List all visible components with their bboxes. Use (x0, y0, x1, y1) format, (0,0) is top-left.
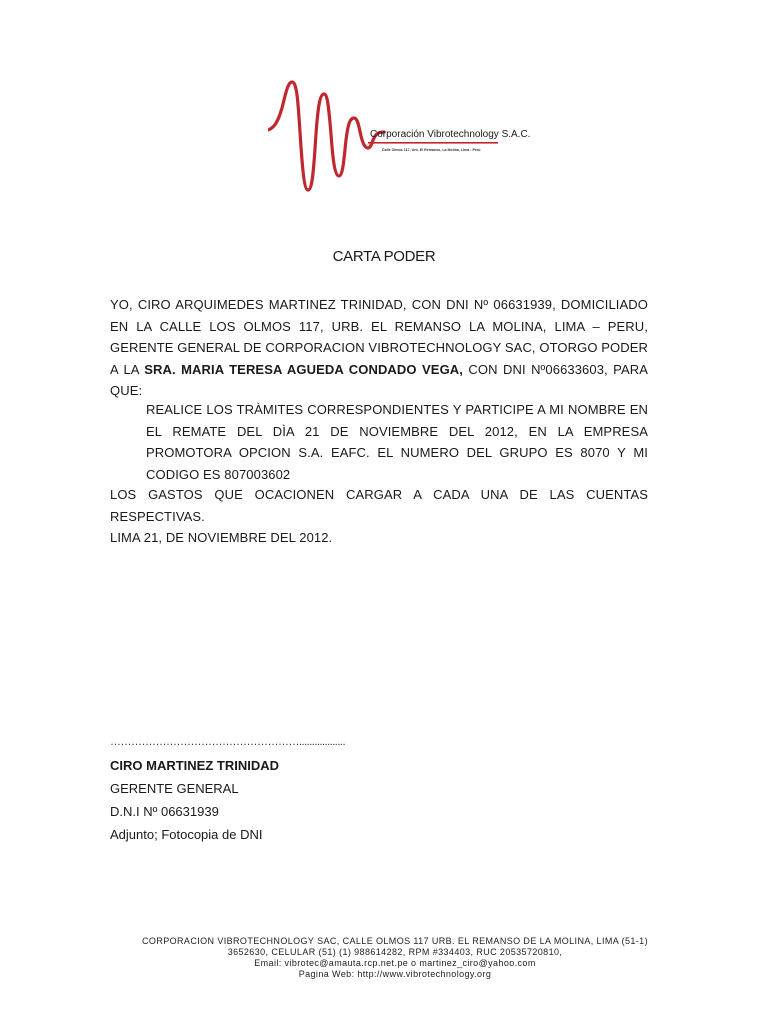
footer-line-phones: 3652630, CELULAR (51) (1) 988614282, RPM #334403, RUC 20535720810, (227, 947, 563, 957)
signer-dni: D.N.I Nº 06631939 (110, 804, 219, 819)
document-title: CARTA PODER (332, 248, 436, 265)
paragraph-grant (110, 294, 648, 402)
paragraph-date: LIMA 21, DE NOVIEMBRE DEL 2012. (110, 530, 333, 545)
footer-line-company: CORPORACION VIBROTECHNOLOGY SAC, CALLE OLMOS 117 URB. EL REMANSO DE LA MOLINA, LIMA (51-1) (142, 936, 648, 946)
logo-rule (368, 142, 498, 144)
footer-line-email: Email: vibrotec@amauta.rcp.net.pe o martinez_ciro@yahoo.com (254, 958, 536, 968)
company-logo (268, 72, 538, 200)
logo-address: Calle Olmos 117, Urb. El Remanso, La Molina, Lima - Perú (382, 148, 481, 152)
paragraph-purpose: REALICE LOS TRÀMITES CORRESPONDIENTES Y PARTICIPE A MI NOMBRE EN EL REMATE DEL DÌA 21 DE NOVIEMBRE DEL 2012, EN LA EMPRESA PROMOTORA OPCION S.A. EAFC. EL NUMERO DEL GRUPO ES 8070 Y MI CODIGO ES 807003602 (146, 402, 648, 482)
footer-line-web: Pagina Web: http://www.vibrotechnology.org (298, 969, 492, 979)
footer-contact (100, 936, 690, 980)
signer-name: CIRO MARTINEZ TRINIDAD (110, 758, 279, 773)
logo-company-name: Corporación Vibrotechnology S.A.C. (370, 129, 531, 140)
paragraph-grant-end: CON DNI Nº06633603, PARA QUE: (110, 361, 648, 398)
paragraph-grant-intro: YO, CIRO ARQUIMEDES MARTINEZ TRINIDAD, CON DNI Nº 06631939, DOMICILIADO EN LA CALLE LOS OLMOS 117, URB. EL REMANSO LA MOLINA, LIMA – PERU, GERENTE GENERAL DE CORPORACION VIBROTECHNOLOGY SAC, OTORGO PODER A LA (110, 297, 648, 377)
logo-wave (268, 82, 384, 190)
grantee-name: SRA. MARIA TERESA AGUEDA CONDADO VEGA, (144, 361, 463, 377)
paragraph-expenses: LOS GASTOS QUE OCACIONEN CARGAR A CADA UNA DE LAS CUENTAS RESPECTIVAS. (110, 487, 648, 524)
signer-role: GERENTE GENERAL (110, 781, 239, 796)
signature-line: ……………………………………………….................. (110, 736, 346, 748)
attachment-note: Adjunto; Fotocopia de DNI (110, 827, 263, 842)
vibration-wave-logo-icon (268, 72, 538, 200)
